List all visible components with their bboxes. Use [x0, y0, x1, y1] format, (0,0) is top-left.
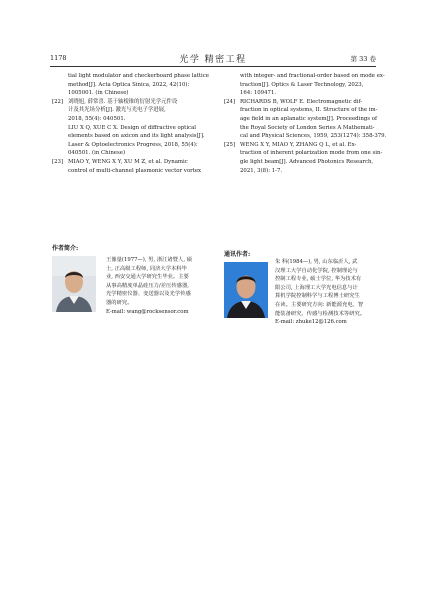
bio-text-line: 业, 西安交通大学研究生毕业。主要 — [106, 274, 189, 281]
reference-text-line: LIU X Q, XUE C X. Design of diffractive optical — [68, 124, 197, 131]
reference-number: [22] — [52, 98, 64, 105]
bio-text-line: 王豫量(1977—), 男, 浙江诸暨人, 硕 — [106, 257, 192, 263]
reference-text-line: 1005001. (in Chinese) — [68, 90, 129, 97]
reference-text-line: cal and Physical Sciences, 1959, 253(1274): 358-379. — [240, 133, 387, 140]
reference-text-line: fraction in optical systems, II. Structure of the im- — [240, 107, 378, 114]
bio-text-line: 在读。主要研究方向: 新能源充电、智 — [275, 301, 364, 308]
reference-text-line: control of multi-channel plasmonic vector vortex — [68, 167, 202, 174]
reference-entry — [224, 72, 385, 98]
bio-text-line: 朱 科(1984—), 男, 山东临沂人, 武 — [275, 259, 358, 265]
reference-text-line: 040501. (in Chinese) — [68, 150, 126, 157]
corresponding-author-portrait-icon — [224, 262, 268, 318]
reference-text-line: Laser & Optoelectronics Progress, 2018, 55(4): — [68, 141, 198, 148]
bio-text-line: 能装备研究、传感与检测技术等研究。 — [275, 310, 366, 317]
journal-title: 光学 精密工程 — [179, 55, 247, 65]
right-reference-column — [224, 72, 387, 175]
author-photo — [52, 256, 96, 312]
page-header — [50, 52, 376, 66]
reference-text-line: traction[J]. Optics & Laser Technology, 2023, — [240, 81, 364, 88]
bio-text-line: 士, 正高级工程师, 同济大学本科毕 — [106, 265, 187, 272]
bio-text-line: 限公司, 上海理工大学光电信息与计 — [275, 284, 358, 291]
bio-text-line: 汉理工大学自动化学院, 控制理论与 — [275, 267, 358, 274]
bio-text-line: E-mail: wang@rocksensor.com — [106, 308, 189, 315]
corresponding-author-label: 通讯作者: — [224, 251, 251, 258]
bio-text-line: E-mail: zhuke12@126.com — [275, 319, 347, 326]
left-reference-column — [52, 72, 210, 175]
bio-text-line: 算机学院控制科学与工程博士研究生 — [275, 293, 360, 300]
corresponding-author-bio — [275, 258, 375, 327]
reference-entry — [52, 98, 210, 158]
volume-label: 第 33 卷 — [350, 55, 376, 63]
reference-text-line: MIAO Y, WENG X Y, XU M Z, et al. Dynamic — [68, 158, 188, 165]
bio-text-line: 控制工程专业, 硕士学位, 华为技术有 — [275, 276, 362, 283]
reference-text-line: traction of inherent polarization mode from one sin- — [240, 150, 383, 157]
page-number: 1178 — [50, 54, 67, 62]
reference-text-line: the Royal Society of London Series A Mathemati- — [240, 124, 375, 131]
author-bio — [106, 256, 206, 316]
reference-text-line: WENG X Y, MIAO Y, ZHANG Q L, et al. Ex- — [240, 141, 357, 148]
author-intro-label: 作者简介: — [52, 245, 79, 252]
bio-text-line: 光学精密仪器、变送器以及光学传感 — [106, 291, 191, 298]
reference-text-line: age field in an aplanatic system[J]. Proceedings of — [240, 115, 377, 122]
reference-text-line: elements based on axicon and its light analysis[J]. — [68, 133, 205, 140]
header-rule — [50, 66, 376, 67]
bio-text-line: 从事高精度单晶硅压力/差压传感器, — [106, 282, 189, 289]
reference-number: [25] — [224, 141, 236, 148]
bio-text-line: 器的研究。 — [106, 299, 133, 306]
reference-number: [24] — [224, 98, 236, 105]
reference-text-line: 164: 109471. — [240, 90, 277, 97]
reference-entry — [52, 158, 210, 175]
reference-text-line: 计及其光场分析[J]. 激光与光电子学进展, — [68, 107, 166, 114]
reference-text-line: gle light beam[J]. Advanced Photonics Research, — [240, 158, 374, 165]
author-portrait-icon — [52, 256, 96, 312]
reference-text-line: tial light modulator and checkerboard phase lattice — [68, 73, 209, 79]
reference-text-line: RICHARDS B, WOLF E. Electromagnetic dif- — [240, 98, 363, 105]
reference-text-line: 2021, 3(8): 1-7. — [240, 167, 283, 174]
reference-text-line: 刘晓旭, 薛常喜. 基于轴棱锥的衍射光学元件设 — [68, 98, 178, 105]
reference-entry — [52, 72, 210, 98]
reference-number: [23] — [52, 158, 64, 165]
reference-entry — [224, 141, 382, 175]
corresponding-author-photo — [224, 262, 268, 318]
reference-entry — [224, 98, 387, 141]
reference-text-line: with integer- and fractional-order based on mode ex- — [240, 73, 385, 79]
reference-text-line: 2018, 55(4): 040501. — [68, 115, 126, 122]
reference-text-line: method[J]. Acta Optica Sinica, 2022, 42(10): — [68, 81, 190, 88]
